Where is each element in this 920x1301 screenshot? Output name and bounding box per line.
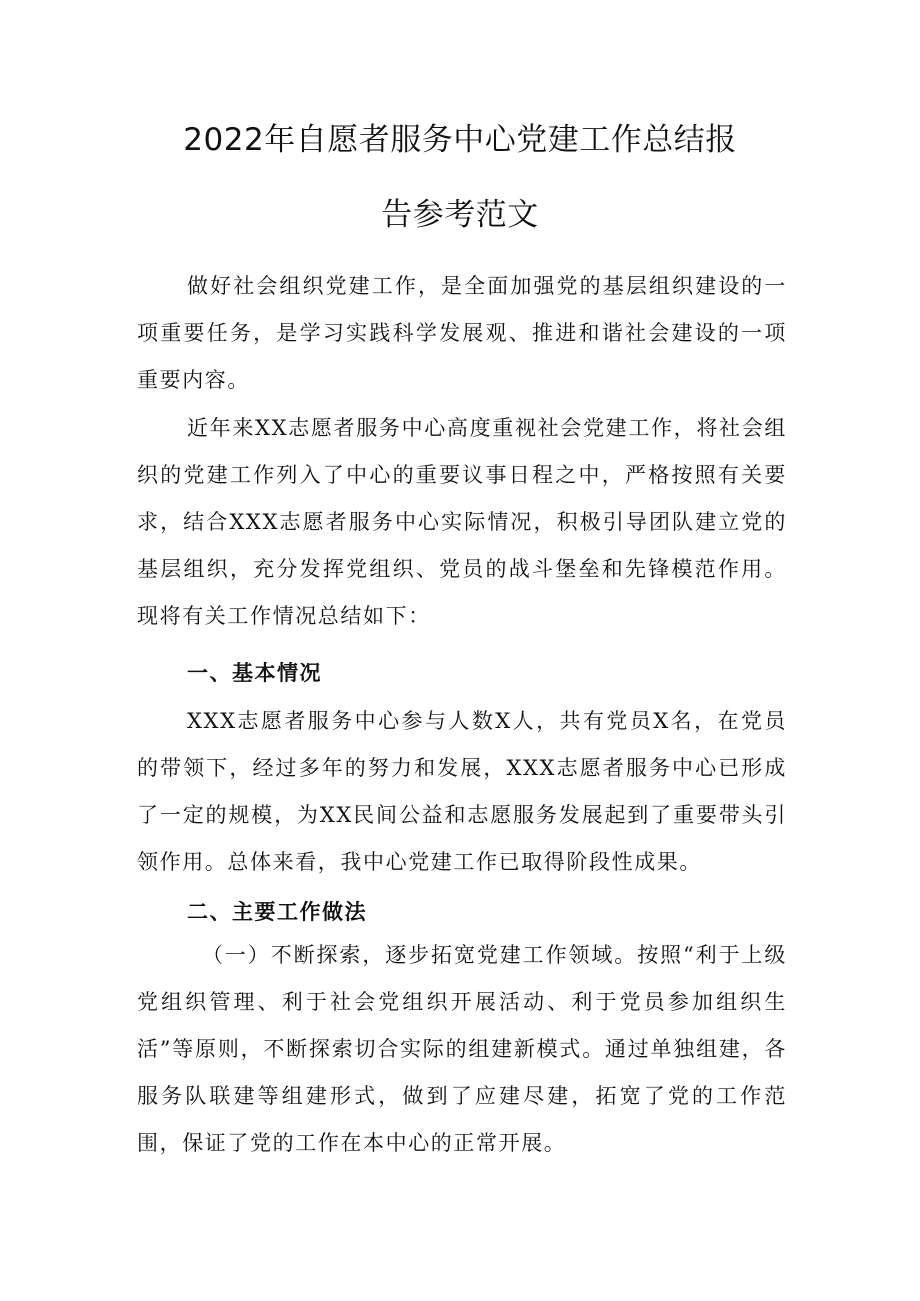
paragraph-overview: 近年来XX志愿者服务中心高度重视社会党建工作，将社会组织的党建工作列入了中心的重要议事日程之中，严格按照有关要求，结合XXX志愿者服务中心实际情况，积极引导团队建立党的基层组织，充分发挥党组织、党员的战斗堡垒和先锋模范作用。现将有关工作情况总结如下： — [137, 416, 787, 628]
section-heading-basic: 一、基本情况 — [187, 661, 322, 685]
paragraph-method-1: （一）不断探索，逐步拓宽党建工作领域。按照“利于上级党组织管理、利于社会党组织开展活动、利于党员参加组织生活”等原则，不断探索切合实际的组建新模式。通过单独组建，各服务队联建等组建形式，做到了应建尽建，拓宽了党的工作范围，保证了党的工作在本中心的正常开展。 — [137, 943, 787, 1155]
paragraph-basic: XXX志愿者服务中心参与人数X人，共有党员X名，在党员的带领下，经过多年的努力和发展，XXX志愿者服务中心已形成了一定的规模，为XX民间公益和志愿服务发展起到了重要带头引领作用。总体来看，我中心党建工作已取得阶段性成果。 — [137, 709, 787, 874]
document-title-line-1: 2022年自愿者服务中心党建工作总结报 — [183, 122, 737, 158]
section-heading-methods: 二、主要工作做法 — [187, 900, 367, 924]
document-title-line-2: 告参考范文 — [381, 197, 539, 233]
paragraph-intro: 做好社会组织党建工作，是全面加强党的基层组织建设的一项重要任务，是学习实践科学发展观、推进和谐社会建设的一项重要内容。 — [137, 274, 787, 392]
